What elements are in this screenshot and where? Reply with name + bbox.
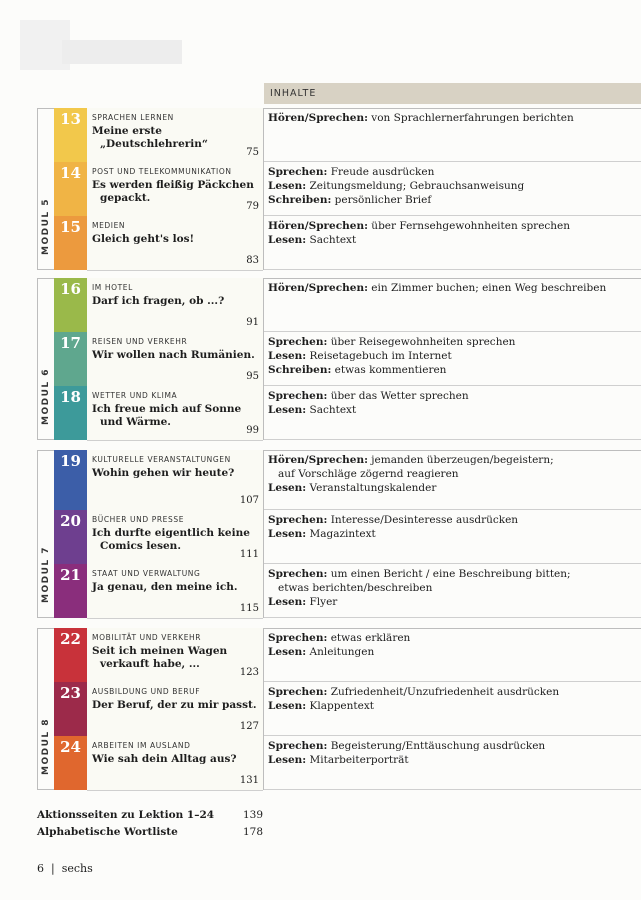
lesson-title-line: „Deutschlehrerin“ <box>100 138 208 150</box>
lesson-title-line: Comics lesen. <box>100 540 181 552</box>
content-line <box>264 111 641 125</box>
lesson-page-number: 95 <box>246 371 259 382</box>
content-line <box>264 233 641 247</box>
lesson-topic: AUSBILDUNG UND BERUF <box>92 687 201 696</box>
extra-link-wortliste[interactable]: Alphabetische Wortliste <box>37 826 178 838</box>
lesson-number: 18 <box>54 386 87 440</box>
skill-description: über das Wetter sprechen <box>327 390 469 402</box>
skill-description: persönlicher Brief <box>331 194 432 206</box>
content-line <box>264 363 641 377</box>
lesson-content <box>264 628 641 682</box>
lesson-topic: IM HOTEL <box>92 283 133 292</box>
extra-page-number: 178 <box>243 826 264 838</box>
content-line <box>264 581 641 595</box>
lesson-topic: STAAT UND VERWALTUNG <box>92 569 201 578</box>
page-footer <box>37 862 93 875</box>
lesson-page-number: 127 <box>239 721 259 732</box>
lesson-number: 21 <box>54 564 87 618</box>
lesson-title <box>92 403 260 429</box>
lesson-title-line: Ich freue mich auf Sonne <box>92 403 242 415</box>
lesson-page-number: 123 <box>239 667 259 678</box>
lesson-page-number: 111 <box>239 549 259 560</box>
skill-description: Klappentext <box>306 700 374 712</box>
module-label <box>38 279 54 439</box>
skill-description: Anleitungen <box>306 646 375 658</box>
lesson-page-number: 83 <box>246 255 259 266</box>
content-line <box>264 281 641 295</box>
lesson-topic: BÜCHER UND PRESSE <box>92 515 185 524</box>
lesson-page-number: 131 <box>239 775 259 786</box>
lesson-row[interactable] <box>54 682 263 736</box>
content-line <box>264 595 641 609</box>
lesson-row[interactable] <box>54 332 263 386</box>
content-line <box>264 739 641 753</box>
content-line <box>264 631 641 645</box>
skill-label: Sprechen: <box>268 686 328 698</box>
lesson-title <box>92 179 260 205</box>
footer-page-word: sechs <box>61 862 93 875</box>
module-label <box>38 109 54 269</box>
content-line <box>264 349 641 363</box>
skill-description: Sachtext <box>306 404 357 416</box>
content-line <box>264 403 641 417</box>
lesson-number: 17 <box>54 332 87 386</box>
lesson-number: 24 <box>54 736 87 790</box>
lesson-title-line: und Wärme. <box>100 416 171 428</box>
skill-label: Sprechen: <box>268 336 328 348</box>
skill-label: Lesen: <box>268 700 307 712</box>
skill-description: um einen Bericht / eine Beschreibung bitten; <box>327 568 571 580</box>
skill-description: Freude ausdrücken <box>327 166 435 178</box>
lesson-row[interactable] <box>54 386 263 440</box>
skill-label: Hören/Sprechen: <box>268 220 368 232</box>
content-line <box>264 753 641 767</box>
skill-label: Sprechen: <box>268 740 328 752</box>
lesson-content <box>264 450 641 510</box>
lesson-row[interactable] <box>54 162 263 216</box>
lesson-info <box>87 216 263 271</box>
skill-description: über Fernsehgewohnheiten sprechen <box>367 220 571 232</box>
skill-label: Lesen: <box>268 350 307 362</box>
lesson-title-line: Gleich geht's los! <box>92 233 195 245</box>
skill-description: Interesse/Desinteresse ausdrücken <box>327 514 519 526</box>
lesson-title-line: Ich durfte eigentlich keine <box>92 527 250 539</box>
lesson-info <box>87 162 263 217</box>
lesson-content <box>264 510 641 564</box>
skill-label: Schreiben: <box>268 194 332 206</box>
skill-label: Hören/Sprechen: <box>268 282 368 294</box>
skill-description: Sachtext <box>306 234 357 246</box>
lesson-title <box>92 753 260 766</box>
lesson-info <box>87 628 263 683</box>
content-line <box>264 389 641 403</box>
lesson-title-line: Der Beruf, der zu mir passt. <box>92 699 257 711</box>
lesson-title-line: Wie sah dein Alltag aus? <box>92 753 237 765</box>
lesson-row[interactable] <box>54 628 263 682</box>
skill-description: Flyer <box>306 596 338 608</box>
content-line <box>264 219 641 233</box>
lesson-info <box>87 278 263 333</box>
skill-description: über Reisegewohnheiten sprechen <box>327 336 516 348</box>
skill-description: etwas berichten/beschreiben <box>278 582 433 594</box>
lesson-number: 14 <box>54 162 87 216</box>
module-label-text: MODUL 8 <box>41 717 51 775</box>
skill-description: Begeisterung/Enttäuschung ausdrücken <box>327 740 546 752</box>
skill-description: etwas erklären <box>327 632 411 644</box>
lesson-info <box>87 736 263 791</box>
module-label <box>38 629 54 789</box>
lesson-info <box>87 682 263 737</box>
lesson-page-number: 75 <box>246 147 259 158</box>
skill-description: Zufriedenheit/Unzufriedenheit ausdrücken <box>327 686 560 698</box>
lesson-page-number: 115 <box>239 603 259 614</box>
skill-label: Sprechen: <box>268 514 328 526</box>
lesson-title-line: Wohin gehen wir heute? <box>92 467 235 479</box>
lesson-number: 22 <box>54 628 87 682</box>
content-line <box>264 467 641 481</box>
lesson-content <box>264 564 641 618</box>
lesson-number: 23 <box>54 682 87 736</box>
lesson-topic: KULTURELLE VERANSTALTUNGEN <box>92 455 231 464</box>
skill-label: Lesen: <box>268 528 307 540</box>
lesson-content <box>264 736 641 790</box>
skill-label: Lesen: <box>268 234 307 246</box>
lesson-page-number: 107 <box>239 495 259 506</box>
lesson-content <box>264 108 641 162</box>
lesson-title-line: Meine erste <box>92 125 162 137</box>
lesson-info <box>87 386 263 441</box>
content-line <box>264 481 641 495</box>
lesson-title <box>92 699 260 712</box>
lesson-number: 20 <box>54 510 87 564</box>
lesson-number: 15 <box>54 216 87 270</box>
footer-page-number: 6 <box>37 862 44 875</box>
faded-heading <box>62 40 182 64</box>
lesson-topic: WETTER UND KLIMA <box>92 391 178 400</box>
lesson-topic: POST UND TELEKOMMUNIKATION <box>92 167 232 176</box>
skill-description: Reisetagebuch im Internet <box>306 350 452 362</box>
lesson-info <box>87 510 263 565</box>
lesson-topic: SPRACHEN LERNEN <box>92 113 174 122</box>
lesson-content <box>264 386 641 440</box>
skill-description: Zeitungsmeldung; Gebrauchsanweisung <box>306 180 525 192</box>
lesson-topic: REISEN UND VERKEHR <box>92 337 188 346</box>
lesson-title <box>92 527 260 553</box>
lesson-title-line: Darf ich fragen, ob ...? <box>92 295 225 307</box>
lesson-title-line: Es werden fleißig Päckchen <box>92 179 254 191</box>
lesson-content <box>264 162 641 216</box>
skill-label: Lesen: <box>268 596 307 608</box>
lesson-title-line: Ja genau, den meine ich. <box>92 581 238 593</box>
lesson-content <box>264 216 641 270</box>
content-line <box>264 685 641 699</box>
lesson-topic: MEDIEN <box>92 221 126 230</box>
extra-page-number: 139 <box>243 809 264 821</box>
skill-label: Hören/Sprechen: <box>268 112 368 124</box>
lesson-info <box>87 108 263 163</box>
module-label-text: MODUL 6 <box>41 367 51 425</box>
skill-description: Mitarbeiterporträt <box>306 754 409 766</box>
content-line <box>264 193 641 207</box>
lesson-number: 16 <box>54 278 87 332</box>
lesson-title <box>92 645 260 671</box>
skill-description: Veranstaltungskalender <box>306 482 437 494</box>
skill-label: Sprechen: <box>268 390 328 402</box>
lesson-page-number: 99 <box>246 425 259 436</box>
content-line <box>264 453 641 467</box>
lesson-title <box>92 349 260 362</box>
lesson-title <box>92 233 260 246</box>
lesson-title-line: gepackt. <box>100 192 151 204</box>
skill-label: Schreiben: <box>268 364 332 376</box>
lesson-page-number: 79 <box>246 201 259 212</box>
content-line <box>264 527 641 541</box>
lesson-row[interactable] <box>54 108 263 162</box>
skill-label: Lesen: <box>268 404 307 416</box>
skill-label: Sprechen: <box>268 568 328 580</box>
lesson-title <box>92 581 260 594</box>
lesson-info <box>87 450 263 511</box>
lesson-row[interactable] <box>54 736 263 790</box>
content-line <box>264 165 641 179</box>
footer-separator: | <box>51 862 55 875</box>
skill-description: jemanden überzeugen/begeistern; <box>367 454 554 466</box>
module-label <box>38 451 54 617</box>
lesson-title-line: Seit ich meinen Wagen <box>92 645 228 657</box>
skill-label: Lesen: <box>268 180 307 192</box>
skill-description: Magazintext <box>306 528 376 540</box>
lesson-number: 13 <box>54 108 87 162</box>
lesson-page-number: 91 <box>246 317 259 328</box>
content-line <box>264 699 641 713</box>
skill-description: etwas kommentieren <box>331 364 447 376</box>
lesson-info <box>87 332 263 387</box>
lesson-title-line: verkauft habe, ... <box>100 658 200 670</box>
lesson-info <box>87 564 263 619</box>
content-line <box>264 335 641 349</box>
lesson-row[interactable] <box>54 564 263 618</box>
skill-label: Lesen: <box>268 482 307 494</box>
skill-label: Hören/Sprechen: <box>268 454 368 466</box>
lesson-title <box>92 125 260 151</box>
skill-label: Lesen: <box>268 646 307 658</box>
content-line <box>264 179 641 193</box>
inhalte-header: INHALTE <box>264 83 641 104</box>
content-line <box>264 567 641 581</box>
lesson-row[interactable] <box>54 450 263 510</box>
skill-description: ein Zimmer buchen; einen Weg beschreiben <box>367 282 607 294</box>
skill-label: Lesen: <box>268 754 307 766</box>
content-line <box>264 645 641 659</box>
lesson-title <box>92 467 260 480</box>
module-label-text: MODUL 7 <box>41 545 51 603</box>
lesson-row[interactable] <box>54 278 263 332</box>
skill-label: Sprechen: <box>268 632 328 644</box>
extra-link-aktionsseiten[interactable]: Aktionsseiten zu Lektion 1–24 <box>37 809 215 821</box>
lesson-number: 19 <box>54 450 87 510</box>
skill-label: Sprechen: <box>268 166 328 178</box>
lesson-row[interactable] <box>54 510 263 564</box>
lesson-content <box>264 332 641 386</box>
lesson-title-line: Wir wollen nach Rumänien. <box>92 349 255 361</box>
lesson-topic: MOBILITÄT UND VERKEHR <box>92 633 202 642</box>
lesson-content <box>264 682 641 736</box>
skill-description: auf Vorschläge zögernd reagieren <box>278 468 459 480</box>
skill-description: von Sprachlernerfahrungen berichten <box>367 112 574 124</box>
module-label-text: MODUL 5 <box>41 197 51 255</box>
lesson-content <box>264 278 641 332</box>
lesson-row[interactable] <box>54 216 263 270</box>
lesson-title <box>92 295 260 308</box>
lesson-topic: ARBEITEN IM AUSLAND <box>92 741 191 750</box>
content-line <box>264 513 641 527</box>
